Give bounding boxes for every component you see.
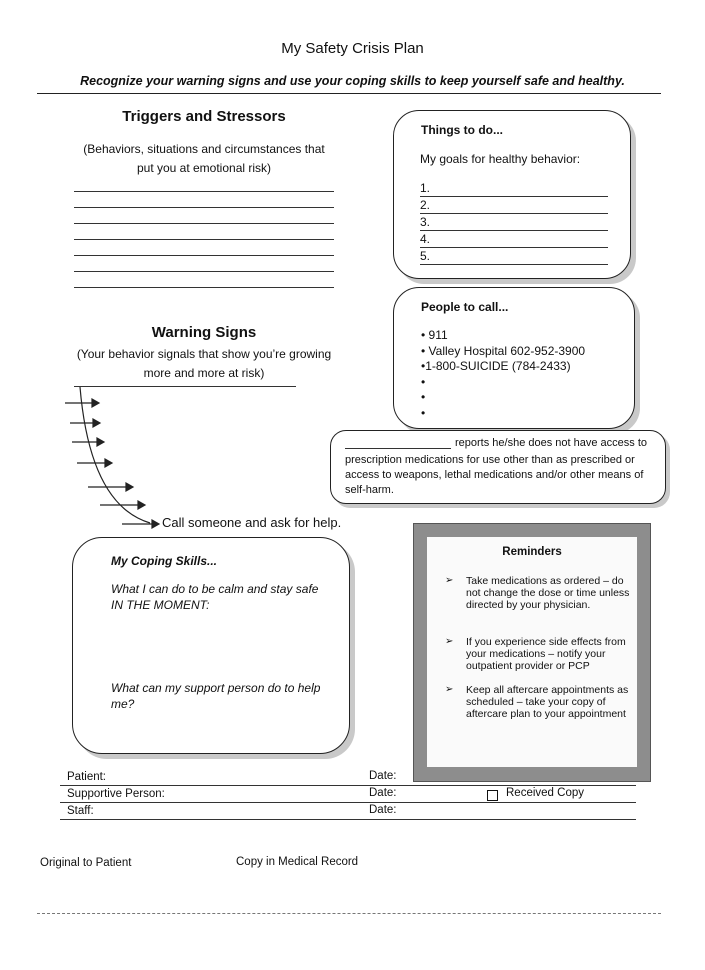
contact-item[interactable]: • — [421, 405, 426, 420]
staff-signature-line[interactable] — [60, 819, 636, 820]
supportive-signature-line[interactable] — [60, 802, 636, 803]
coping-skills-title: My Coping Skills... — [111, 554, 218, 568]
contact-item: • 911 — [421, 328, 448, 342]
contact-item[interactable]: • — [421, 374, 426, 389]
goal-item[interactable]: 3. — [420, 215, 608, 231]
bottom-divider — [37, 913, 661, 914]
received-copy-checkbox[interactable] — [487, 788, 498, 806]
triggers-description: (Behaviors, situations and circumstances that put you at emotional risk) — [83, 142, 325, 175]
contact-item[interactable]: • — [421, 390, 426, 404]
people-to-call-list — [421, 328, 621, 421]
goals-label: My goals for healthy behavior: — [420, 152, 581, 166]
goal-item[interactable]: 1. — [420, 181, 608, 197]
warning-arrows-diagram — [60, 385, 170, 535]
goals-list — [420, 181, 608, 265]
footer-original-note: Original to Patient — [40, 857, 132, 869]
arrow-icon — [88, 483, 133, 491]
things-to-do-title: Things to do... — [421, 123, 503, 137]
received-copy-label: Received Copy — [506, 787, 584, 799]
warning-signs-heading: Warning Signs — [151, 324, 257, 341]
triggers-line[interactable] — [74, 271, 334, 272]
contact-item: • Valley Hospital 602-952-3900 — [421, 343, 586, 358]
triggers-line[interactable] — [74, 223, 334, 224]
patient-signature-line[interactable] — [60, 785, 636, 786]
page-subtitle: Recognize your warning signs and use your coping skills to keep yourself safe and healthy. — [80, 74, 625, 88]
coping-skills-box — [72, 537, 350, 754]
triggers-line[interactable] — [74, 255, 334, 256]
triggers-line[interactable] — [74, 287, 334, 288]
patient-label: Patient: — [67, 771, 106, 783]
call-for-help-text: Call someone and ask for help. — [162, 515, 342, 530]
contact-item: •1-800-SUICIDE (784-2433) — [421, 359, 571, 373]
triggers-line[interactable] — [74, 191, 334, 192]
access-statement-box — [330, 430, 666, 504]
reminder-item: Keep all aftercare appointments as scheduled – take your copy of aftercare plan to your appointment — [466, 684, 629, 720]
triggers-heading: Triggers and Stressors — [122, 108, 286, 125]
patient-name-blank[interactable] — [345, 448, 451, 449]
triggers-line[interactable] — [74, 239, 334, 240]
access-statement-first-line: reports he/she does not have access to — [455, 437, 648, 449]
coping-question-support: What can my support person do to help me? — [111, 681, 321, 711]
triggers-line[interactable] — [74, 207, 334, 208]
things-to-do-box — [393, 110, 631, 279]
reminders-panel — [427, 537, 637, 767]
warning-signs-description: (Your behavior signals that show you’re growing more and more at risk) — [76, 347, 332, 380]
arrow-bullet-icon: ➢ — [445, 636, 454, 647]
goal-item[interactable]: 4. — [420, 232, 608, 248]
goal-item[interactable]: 5. — [420, 249, 608, 265]
arrow-bullet-icon: ➢ — [445, 684, 454, 695]
reminder-item: Take medications as ordered – do not change the dose or time unless directed by your physician. — [466, 575, 630, 611]
patient-date-label: Date: — [369, 770, 397, 782]
access-statement-text: prescription medications for use other than as prescribed or access to weapons, lethal medications and/or other means of self-harm. — [345, 454, 644, 496]
staff-date-label: Date: — [369, 804, 397, 816]
supportive-date-label: Date: — [369, 787, 397, 799]
footer-copy-note: Copy in Medical Record — [236, 856, 359, 868]
reminders-title: Reminders — [502, 546, 562, 558]
goal-item[interactable]: 2. — [420, 198, 608, 214]
coping-question-calm: What I can do to be calm and stay safe IN THE MOMENT: — [111, 582, 319, 612]
staff-label: Staff: — [67, 805, 94, 817]
arrow-icon — [122, 520, 159, 528]
header-divider — [37, 93, 661, 94]
arrow-bullet-icon: ➢ — [445, 575, 454, 586]
supportive-person-label: Supportive Person: — [67, 788, 165, 800]
people-to-call-title: People to call... — [421, 300, 509, 314]
reminder-item: If you experience side effects from your medications – notify your outpatient provider or PCP — [466, 636, 626, 672]
page-title: My Safety Crisis Plan — [281, 40, 424, 57]
people-to-call-box — [393, 287, 635, 429]
